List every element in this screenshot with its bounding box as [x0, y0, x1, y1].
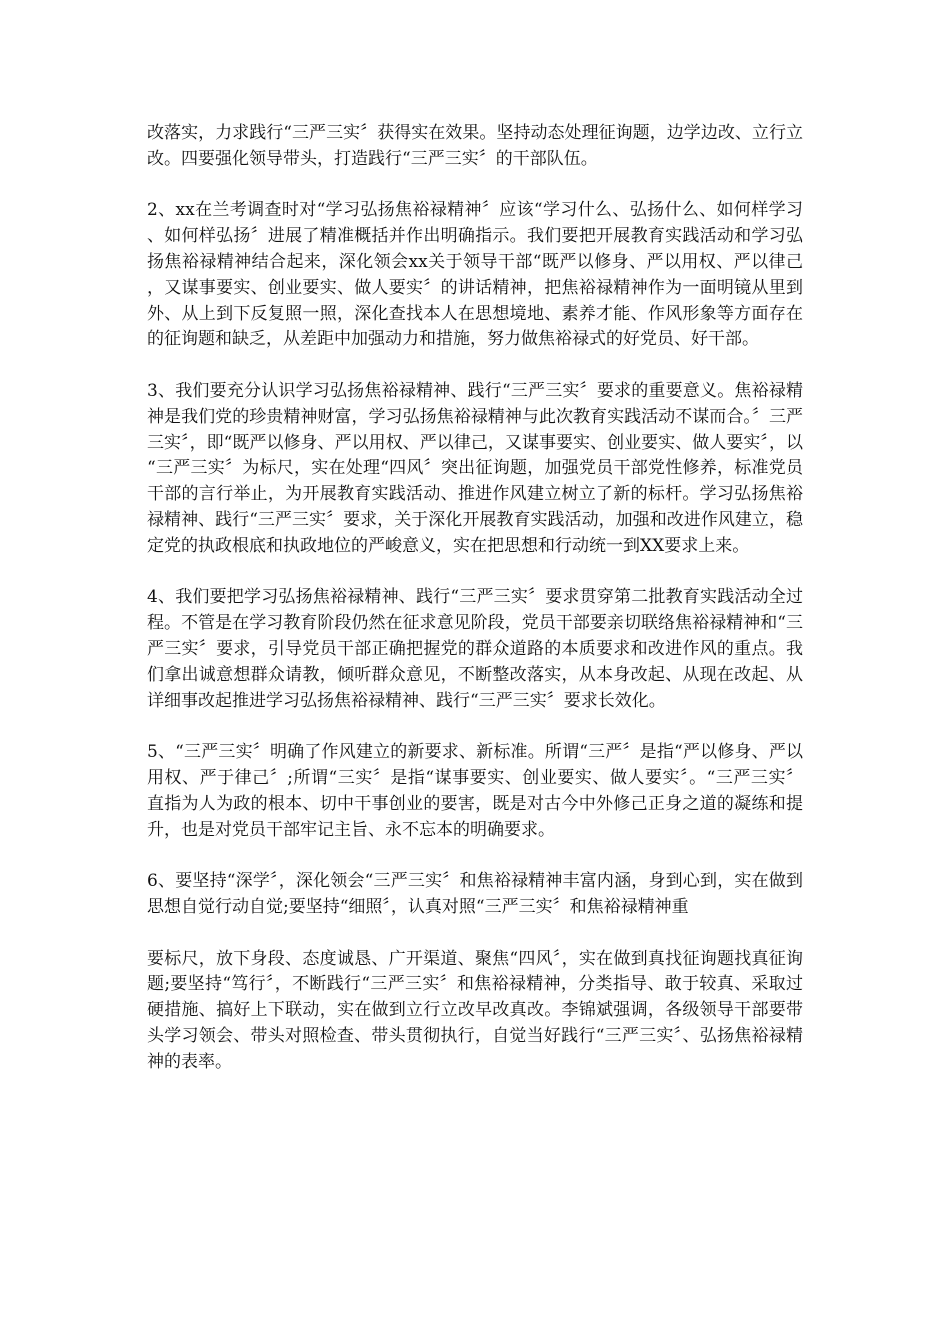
paragraph: 6、要坚持“深学〞，深化领会“三严三实〞和焦裕禄精神丰富内涵，身到心到，实在做到思想自觉行动自觉;要坚持“细照〞，认真对照“三严三实〞和焦裕禄精神重 — [147, 871, 803, 917]
document-body — [147, 121, 803, 1101]
paragraph: 5、“三严三实〞明确了作风建立的新要求、新标准。所谓“三严〞是指“严以修身、严以用权、严于律己〞;所谓“三实〞是指“谋事要实、创业要实、做人要实〞。“三严三实〞 直指为人为政的根本、切中干事创业的要害，既是对古今中外修己正身之道的凝练和提升，也是对党员干部牢记主旨、永不忘本的明确要求。 — [147, 742, 803, 840]
paragraph: 改落实，力求践行“三严三实〞获得实在效果。坚持动态处理征询题，边学边改、立行立改。四要强化领导带头，打造践行“三严三实〞的干部队伍。 — [147, 123, 803, 169]
paragraph: 4、我们要把学习弘扬焦裕禄精神、践行“三严三实〞要求贯穿第二批教育实践活动全过程。不管是在学习教育阶段仍然在征求意见阶段，党员干部要亲切联络焦裕禄精神和“三严三实〞要求，引导党员干部正确把握党的群众道路的本质要求和改进作风的重点。我们拿出诚意想群众请教，倾听群众意见，不断整改落实，从本身改起、从现在改起、从详细事改起推进学习弘扬焦裕禄精神、践行“三严三实〞要求长效化。 — [147, 587, 803, 711]
paragraph: 3、我们要充分认识学习弘扬焦裕禄精神、践行“三严三实〞要求的重要意义。焦裕禄精神是我们党的珍贵精神财富，学习弘扬焦裕禄精神与此次教育实践活动不谋而合。〞三严三实〞，即“既严以修身、严以用权、严以律己，又谋事要实、创业要实、做人要实〞，以“三严三实〞为标尺，实在处理“四风〞突出征询题，加强党员干部党性修养，标准党员干部的言行举止，为开展教育实践活动、推进作风建立树立了新的标杆。学习弘扬焦裕禄精神、践行“三严三实〞要求，关于深化开展教育实践活动，加强和改进作风建立，稳定党的执政根底和执政地位的严峻意义，实在把思想和行动统一到XX要求上来。 — [147, 380, 803, 556]
paragraph: 2、xx在兰考调查时对“学习弘扬焦裕禄精神〞应该“学习什么、弘扬什么、如何样学习、如何样弘扬〞进展了精准概括并作出明确指示。我们要把开展教育实践活动和学习弘扬焦裕禄精神结合起来，深化领会xx关于领导干部“既严以修身、严以用权、严以律己，又谋事要实、创业要实、做人要实〞的讲话精神，把焦裕禄精神作为一面明镜从里到外、从上到下反复照一照，深化查找本人在思想境地、素养才能、作风形象等方面存在的征询题和缺乏，从差距中加强动力和措施，努力做焦裕禄式的好党员、好干部。 — [147, 200, 803, 350]
paragraph: 要标尺，放下身段、态度诚恳、广开渠道、聚焦“四风〞，实在做到真找征询题找真征询题;要坚持“笃行〞，不断践行“三严三实〞和焦裕禄精神，分类指导、敢于较真、采取过硬措施、搞好上下联动，实在做到立行立改早改真改。李锦斌强调，各级领导干部要带头学习领会、带头对照检查、带头贯彻执行，自觉当好践行“三严三实〞、弘扬焦裕禄精神的表率。 — [147, 948, 803, 1072]
